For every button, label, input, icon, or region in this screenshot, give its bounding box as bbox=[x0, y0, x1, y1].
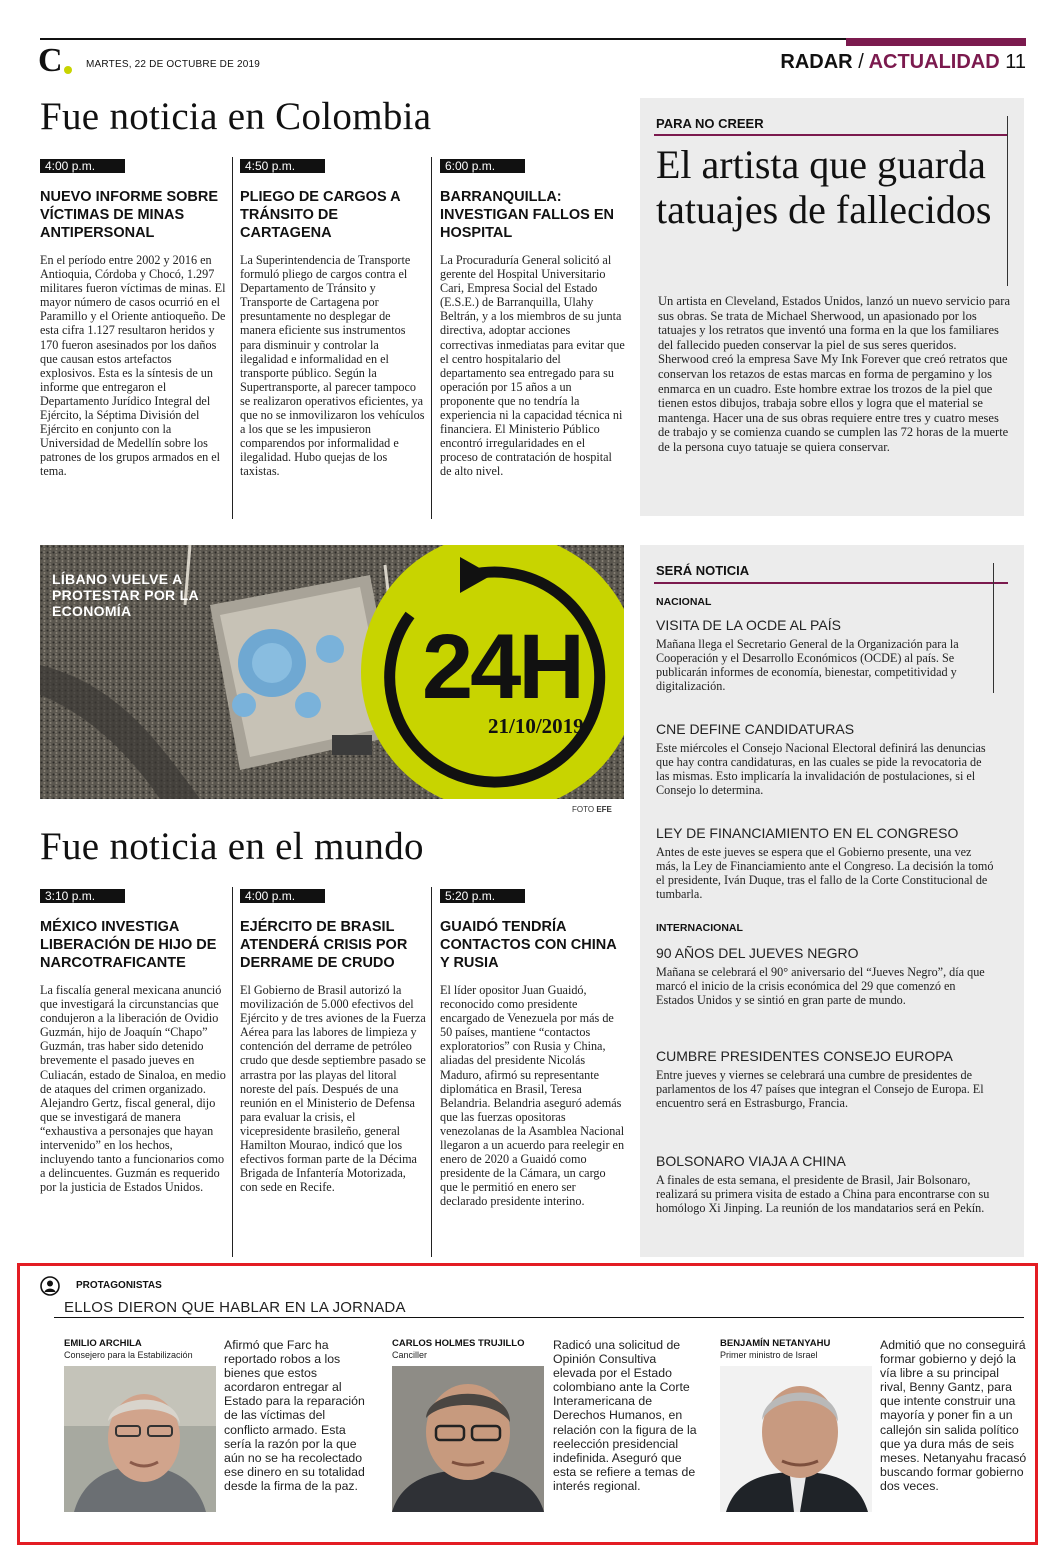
protagonistas-subtitle: ELLOS DIERON QUE HABLAR EN LA JORNADA bbox=[64, 1299, 406, 1316]
photo-caption: LÍBANO VUELVE A PROTESTAR POR LA ECONOMÍA bbox=[52, 571, 199, 619]
box-body: Un artista en Cleveland, Estados Unidos, lanzó un nuevo servicio para sus obras. Se trata de Michael Sherwood, un apasionado por los tatuajes y los retratos que inventó una forma en la que los familiares del fallecido pueden conservar la piel de sus seres queridos. Sherwood creó la empresa Save My Ink Forever que creó retratos que conservan los retazos de estas marcas en forma de pergamino y los enmarca en un cuadro. Este hombre extrae los trozos de la piel que tienen estos dibujos, trabaja sobre ellos y logra que el material se mantenga. Hacer una de sus obras requiere entre tres y cuatro meses de trabajo y se comienza cuando se cumplen las 72 horas de la muerte de la persona cuyo tatuaje se quiera conservar. bbox=[658, 294, 1010, 454]
24h-badge-date: 21/10/2019 bbox=[488, 714, 584, 738]
person-statement: Radicó una solicitud de Opinión Consultiva elevada por el Estado colombiano ante la Corte Interamericana de Derechos Humanos, en relación con la figura de la reelección presidencial indefinida. Aseguró que esta se refiere a temas de interés regional. bbox=[553, 1338, 697, 1493]
agenda-item-title: 90 AÑOS DEL JUEVES NEGRO bbox=[656, 945, 859, 961]
para-no-creer-box bbox=[640, 98, 1024, 516]
box-accent-rule bbox=[654, 582, 1008, 584]
story-headline: MÉXICO INVESTIGA LIBERACIÓN DE HIJO DE NARCOTRAFICANTE bbox=[40, 919, 217, 971]
agenda-item-title: CNE DEFINE CANDIDATURAS bbox=[656, 721, 855, 737]
mundo-story-1 bbox=[40, 887, 226, 1194]
agenda-item bbox=[656, 617, 996, 693]
agenda-item-body: A finales de esta semana, el presidente de Brasil, Jair Bolsonaro, realizará su primera visita de estado a China para encontrarse con su homólogo Xi Jinping. La reunión de los mandatarios será en Pekín. bbox=[656, 1173, 990, 1215]
story-body: En el período entre 2002 y 2016 en Antioquia, Córdoba y Chocó, 1.297 militares fueron víctimas de minas. El mayor número de casos ocurrió en el Paramillo y el Oriente antioqueño. De esta cifra 1.127 resultaron heridos y 170 fueron asesinados por los daños que causan estos artefactos explosivos. Esta es la síntesis de un informe que entregaron el Departamento Jurídico Integral del Ejército, la Séptima División del Ejército en conjunto con la Universidad de Medellín sobre los patrones de los grupos armados en el tema. bbox=[40, 253, 226, 479]
story-body: La Superintendencia de Transporte formuló pliego de cargos contra el Departamento de Tránsito y Transporte de Cartagena por presuntamente no desplegar de manera eficiente sus instrumentos para disminuir y controlar la ilegalidad e informalidad en el transporte público. Según la Supertransporte, al parecer tampoco se realizaron operativos eficientes, ya que no se inmovilizaron los vehículos a los que se les impusieron comparendos por informalidad e ilegalidad. Hubo quejas de los taxistas. bbox=[240, 253, 425, 479]
person-statement: Admitió que no conseguirá formar gobierno y dejó la vía libre a su principal rival, Benny Gantz, para que intente construir una mayoría y poner fin a un callejón sin salida político que ya dura más de seis meses. Netanyahu fracasó buscando formar gobierno dos veces. bbox=[880, 1338, 1027, 1493]
photo-credit-prefix: FOTO bbox=[572, 805, 595, 814]
person-portrait bbox=[720, 1366, 872, 1512]
section-header bbox=[780, 50, 1026, 74]
header-accent-bar bbox=[846, 38, 1026, 46]
logo-dot bbox=[64, 66, 72, 74]
person-role: Consejero para la Estabilización bbox=[64, 1350, 193, 1360]
subsection-name: ACTUALIDAD bbox=[868, 51, 1000, 73]
subcategory-internacional: INTERNACIONAL bbox=[656, 922, 743, 934]
issue-date: MARTES, 22 DE OCTUBRE DE 2019 bbox=[86, 59, 261, 70]
column-divider bbox=[232, 887, 233, 1257]
agenda-item-body: Entre jueves y viernes se celebrará una cumbre de presidentes de parlamentos de los 47 países que integran el Consejo de Europa. El encuentro será en Estrasburgo, Francia. bbox=[656, 1068, 984, 1110]
agenda-item-body: Mañana se celebrará el 90° aniversario del “Jueves Negro”, día que marcó el inicio de la crisis económica del 29 que comenzó en Estados Unidos y se sintió en gran parte de mundo. bbox=[656, 965, 985, 1007]
24h-badge-text: 24H bbox=[422, 616, 582, 718]
subcategory-nacional: NACIONAL bbox=[656, 596, 712, 608]
person-portrait bbox=[392, 1366, 544, 1512]
story-headline: NUEVO INFORME SOBRE VÍCTIMAS DE MINAS ANTIPERSONAL bbox=[40, 189, 219, 241]
mundo-story-3 bbox=[440, 887, 626, 1209]
agenda-item-body: Este miércoles el Consejo Nacional Electoral definirá las denuncias que hay contra candidaturas, en las cuales se pide la revocatoria de las mismas. Esto implicaría la invalidación de postulaciones, si el Consejo lo determina. bbox=[656, 741, 986, 797]
sera-noticia-box bbox=[640, 545, 1024, 1257]
column-divider bbox=[232, 157, 233, 519]
box-accent-rule bbox=[654, 134, 1008, 136]
agenda-item-title: VISITA DE LA OCDE AL PAÍS bbox=[656, 617, 841, 633]
agenda-item bbox=[656, 825, 996, 901]
box-side-rule bbox=[1007, 116, 1008, 286]
story-body: La Procuraduría General solicitó al gerente del Hospital Universitario Cari, Empresa Social del Estado (E.S.E.) de Barranquilla, Ulahy Beltrán, y a los miembros de su junta directiva, adoptar acciones correctivas inmediatas para evitar que el centro hospitalario del departamento sea entregado para su operación por 15 años a un proponente que no tendría la experiencia ni la capacidad técnica ni financiera. El Ministerio Público encontró irregularidades en el proceso de contratación de hospital de alto nivel. bbox=[440, 253, 625, 479]
person-statement: Afirmó que Farc ha reportado robos a los bienes que estos acordaron entregar al Estado para la reparación de las víctimas del conflicto armado. Esta sería la razón por la que aún no se ha recolectado ese dinero en su totalidad desde la firma de la paz. bbox=[224, 1338, 365, 1493]
colombia-story-2 bbox=[240, 157, 426, 479]
agenda-item-title: LEY DE FINANCIAMIENTO EN EL CONGRESO bbox=[656, 825, 959, 841]
box-label: PARA NO CREER bbox=[656, 116, 764, 131]
colombia-title: Fue noticia en Colombia bbox=[40, 95, 432, 138]
person-role: Canciller bbox=[392, 1350, 428, 1360]
person-name: EMILIO ARCHILA bbox=[64, 1338, 142, 1349]
agenda-item-title: CUMBRE PRESIDENTES CONSEJO EUROPA bbox=[656, 1048, 953, 1064]
person-portrait bbox=[64, 1366, 216, 1512]
box-label: SERÁ NOTICIA bbox=[656, 563, 750, 578]
person-role: Primer ministro de Israel bbox=[720, 1350, 818, 1360]
logo: C bbox=[38, 42, 63, 79]
person-name: BENJAMÍN NETANYAHU bbox=[720, 1338, 831, 1349]
section-separator: / bbox=[858, 51, 864, 73]
story-time: 6:00 p.m. bbox=[440, 159, 525, 173]
agenda-item-body: Antes de este jueves se espera que el Gobierno presente, una vez más, la Ley de Financiamiento ante el Congreso. La decisión la tomó el presidente, Iván Duque, tras el fallo de la Corte Constitucional de tumbarla. bbox=[656, 845, 994, 901]
mundo-title: Fue noticia en el mundo bbox=[40, 825, 424, 868]
story-time: 5:20 p.m. bbox=[440, 889, 525, 903]
agenda-item bbox=[656, 721, 996, 797]
story-time: 4:00 p.m. bbox=[240, 889, 325, 903]
story-headline: BARRANQUILLA: INVESTIGAN FALLOS EN HOSPITAL bbox=[440, 189, 615, 241]
agenda-item bbox=[656, 1048, 996, 1110]
story-body: La fiscalía general mexicana anunció que investigará la circunstancias que condujeron a la liberación de Ovidio Guzmán, hijo de Joaquín “Chapo” Guzmán, tras haber sido detenido brevemente el pasado jueves en Culiacán, estado de Sinaloa, en medio de ataques del crimen organizado. Alejandro Gertz, fiscal general, dijo que se investigará de manera “exhaustiva a personajes que hayan intervenido” en los hechos, incluyendo tanto a funcionarios como a delincuentes. Guzmán es requerido por la justicia de Estados Unidos. bbox=[40, 983, 226, 1195]
column-divider bbox=[431, 887, 432, 1257]
portrait-photo-illustration bbox=[64, 1366, 216, 1512]
portrait-photo-illustration bbox=[720, 1366, 872, 1512]
story-body: El líder opositor Juan Guaidó, reconocido como presidente encargado de Venezuela por más de 50 países, mantiene “contactos exploratorios” con Rusia y China, aliadas del presidente Nicolás Maduro, afirmó su representante diplomática en Brasil, Teresa Belandria. Belandria aseguró además que las fuerzas opositoras venezolanas de la Asamblea Nacional llegaron a un acuerdo para reelegir en enero de 2020 a Guaidó como presidente de la Cámara, un cargo que le permitió en enero ser declarado presidente interino. bbox=[440, 983, 625, 1209]
box-title: El artista que guarda tatuajes de fallecidos bbox=[656, 142, 992, 232]
colombia-story-3 bbox=[440, 157, 626, 479]
agenda-item bbox=[656, 1153, 996, 1215]
agenda-item-body: Mañana llega el Secretario General de la Organización para la Cooperación y el Desarrollo Económicos (OCDE) al país. Se publicarán informes de economía, bienestar, competitividad y digitalización. bbox=[656, 637, 959, 693]
column-divider bbox=[431, 157, 432, 519]
photo-credit bbox=[572, 805, 612, 814]
person-name: CARLOS HOLMES TRUJILLO bbox=[392, 1338, 525, 1349]
story-headline: EJÉRCITO DE BRASIL ATENDERÁ CRISIS POR DERRAME DE CRUDO bbox=[240, 919, 408, 971]
protagonistas-rule bbox=[54, 1317, 1024, 1318]
story-time: 4:50 p.m. bbox=[240, 159, 325, 173]
agenda-item bbox=[656, 945, 996, 1007]
story-headline: PLIEGO DE CARGOS A TRÁNSITO DE CARTAGENA bbox=[240, 189, 401, 241]
story-body: El Gobierno de Brasil autorizó la movilización de 5.000 efectivos del Ejército y de tres aviones de la Fuerza Aérea para las labores de limpieza y contención del derrame de petróleo crudo que desde septiembre pasado se arrastra por las playas del litoral noreste del país. Después de una reunión en el Ministerio de Defensa para evaluar la crisis, el vicepresidente brasileño, general Hamilton Mourao, indicó que los efectivos forman parte de la Décima Brigada de Infantería Motorizada, con sede en Recife. bbox=[240, 983, 426, 1195]
story-time: 4:00 p.m. bbox=[40, 159, 125, 173]
colombia-story-1 bbox=[40, 157, 226, 479]
protagonistas-label: PROTAGONISTAS bbox=[76, 1280, 162, 1291]
photo-credit-source: EFE bbox=[596, 805, 612, 814]
page-number: 11 bbox=[1005, 51, 1026, 73]
portrait-photo-illustration bbox=[392, 1366, 544, 1512]
story-time: 3:10 p.m. bbox=[40, 889, 125, 903]
section-name: RADAR bbox=[780, 51, 853, 73]
story-headline: GUAIDÓ TENDRÍA CONTACTOS CON CHINA Y RUSIA bbox=[440, 919, 617, 971]
agenda-item-title: BOLSONARO VIAJA A CHINA bbox=[656, 1153, 846, 1169]
person-icon bbox=[40, 1276, 60, 1296]
mundo-story-2 bbox=[240, 887, 426, 1194]
